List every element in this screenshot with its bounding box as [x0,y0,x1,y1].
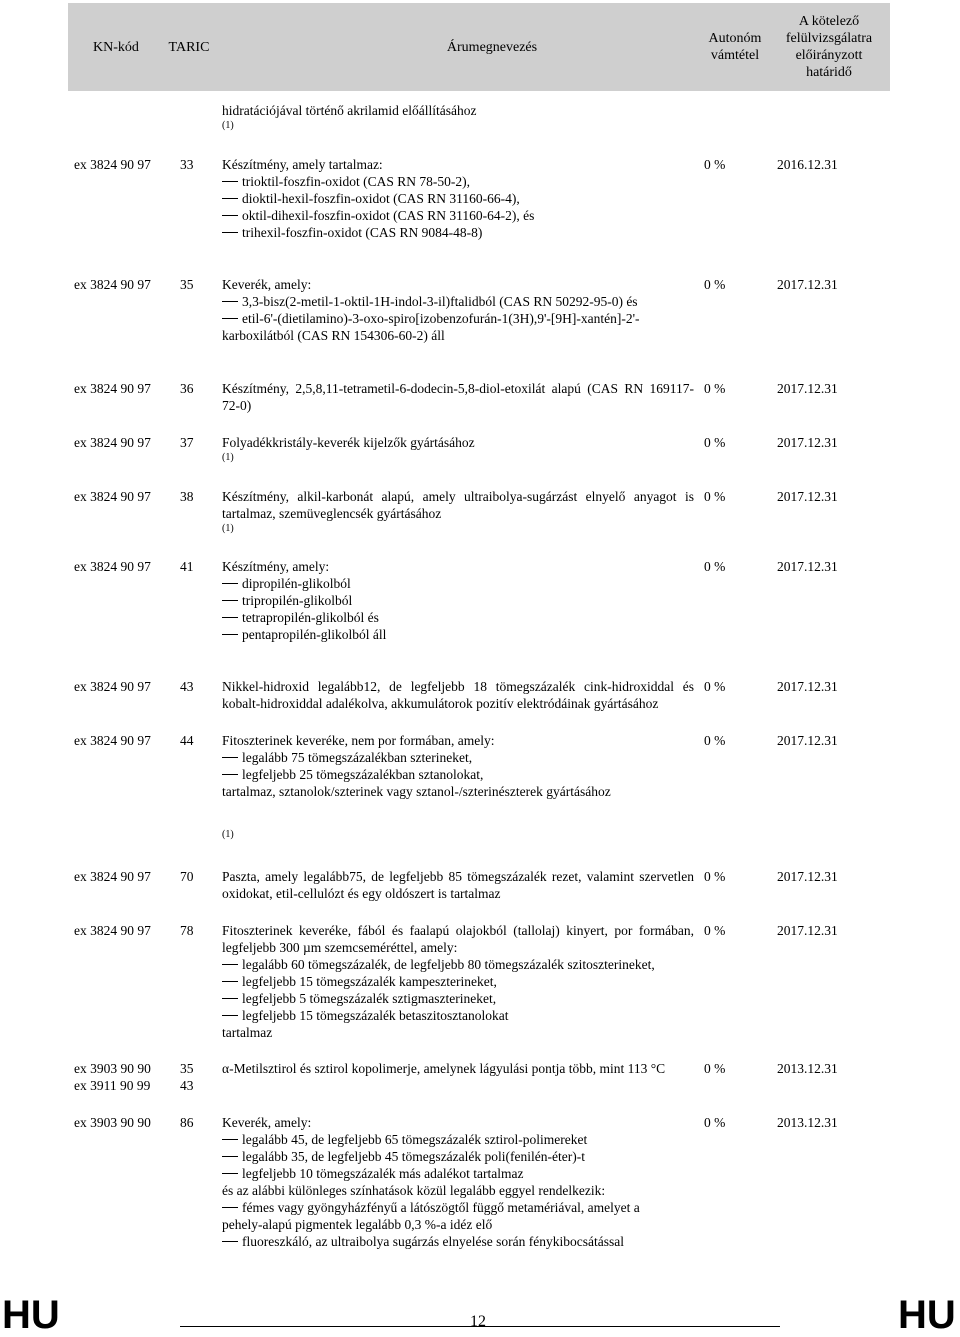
list-item: oktil-dihexil-foszfin-oxidot (CAS RN 31160-64-2), és [222,207,694,224]
list-item: trioktil-foszfin-oxidot (CAS RN 78-50-2), [222,173,694,190]
taric-code: 41 [180,559,194,574]
list-item: etil-6'-(dietilamino)-3-oxo-spiro[izobenzofurán-1(3H),9'-[9H]-xantén]-2'- [222,310,694,327]
list-item: legalább 35, de legfeljebb 45 tömegszázalék poli(fenilén-éter)-t [222,1148,694,1165]
list-item: tripropilén-glikolból [222,592,694,609]
kn-code: ex 3903 90 90 [74,1115,151,1130]
list-item: legalább 60 tömegszázalék, de legfeljebb 80 tömegszázalék szitoszterineket, [222,956,694,973]
kn-code: ex 3824 90 97 [74,489,151,504]
description [222,732,694,800]
description [222,276,694,344]
list-item: legfeljebb 10 tömegszázalék más adalékot tartalmaz [222,1165,694,1182]
taric-code: 44 [180,733,194,748]
description [222,488,694,536]
description-tail: pehely-alapú pigmentek legalább 0,3 %-a idéz elő [222,1217,493,1232]
kn-code: ex 3824 90 97 [74,277,151,292]
header-kn: KN-kód [93,39,139,55]
review-date: 2017.12.31 [777,489,838,504]
taric-code: 35 [180,277,194,292]
kn-code: ex 3824 90 97 [74,733,151,748]
list-item: legfeljebb 15 tömegszázalék betaszitosztanolokat [222,1007,694,1024]
taric-code: 37 [180,435,194,450]
taric-code: 36 [180,381,194,396]
footnote-ref: (1) [222,452,234,463]
duty-rate: 0 % [704,733,726,748]
review-date: 2017.12.31 [777,559,838,574]
description-intro: Készítmény, amely tartalmaz: [222,157,383,172]
duty-rate: 0 % [704,277,726,292]
description: Nikkel-hidroxid legalább12, de legfeljebb 18 tömegszázalék cink-hidroxiddal és kobalt-hidroxiddal adalékolva, akkumulátorok pozitív elektródáinak gyártásához [222,679,694,711]
description-intro: Keverék, amely: [222,277,312,292]
description-tail: karboxilátból (CAS RN 154306-60-2) áll [222,328,445,343]
header-review-date: A kötelező felülvizsgálatra előirányzott határidő [785,14,873,80]
list-item: pentapropilén-glikolból áll [222,626,694,643]
description [222,922,694,1041]
kn-code: ex 3824 90 97 [74,559,151,574]
list-item: fémes vagy gyöngyházfényű a látószögtől függő metamériával, amelyet a [222,1199,694,1216]
list-item: 3,3-bisz(2-metil-1-oktil-1H-indol-3-il)ftalidból (CAS RN 50292-95-0) és [222,293,694,310]
list-item: dipropilén-glikolból [222,575,694,592]
description-text: Folyadékkristály-keverék kijelzők gyártásához [222,435,475,450]
taric-code: 33 [180,157,194,172]
description [222,434,694,465]
kn-code: ex 3824 90 97 [74,157,151,172]
taric-code: 35 [180,1061,194,1076]
kn-code: ex 3824 90 97 [74,679,151,694]
description-intro: Keverék, amely: [222,1115,312,1130]
review-date: 2017.12.31 [777,435,838,450]
review-date: 2017.12.31 [777,923,838,938]
taric-code: 43 [180,679,194,694]
table-header [68,3,890,91]
review-date: 2013.12.31 [777,1115,838,1130]
taric-code: 70 [180,869,194,884]
footnote-ref: (1) [222,120,234,131]
description [222,1114,694,1250]
description: α-Metilsztirol és sztirol kopolimerje, amelynek lágyulási pontja több, mint 113 °C [222,1061,666,1076]
list-item: legfeljebb 25 tömegszázalékban sztanolokat, [222,766,694,783]
kn-code: ex 3911 90 99 [74,1078,151,1093]
list-item: legfeljebb 5 tömegszázalék sztigmaszterineket, [222,990,694,1007]
duty-rate: 0 % [704,679,726,694]
duty-rate: 0 % [704,381,726,396]
description-intro: Készítmény, amely: [222,559,330,574]
duty-rate: 0 % [704,869,726,884]
kn-code: ex 3824 90 97 [74,381,151,396]
description: Készítmény, 2,5,8,11-tetrametil-6-dodecin-5,8-diol-etoxilát alapú (CAS RN 169117-72-0) [222,381,694,413]
taric-code: 43 [180,1078,194,1093]
list-item: legalább 45, de legfeljebb 65 tömegszázalék sztirol-polimereket [222,1131,694,1148]
review-date: 2017.12.31 [777,869,838,884]
review-date: 2017.12.31 [777,733,838,748]
page-number: 12 [470,1313,486,1330]
header-description: Árumegnevezés [446,39,538,55]
duty-rate: 0 % [704,435,726,450]
list-item: tetrapropilén-glikolból és [222,609,694,626]
kn-code: ex 3824 90 97 [74,869,151,884]
review-date: 2017.12.31 [777,381,838,396]
header-taric: TARIC [168,39,210,55]
kn-code: ex 3824 90 97 [74,435,151,450]
review-date: 2016.12.31 [777,157,838,172]
description-text: Készítmény, alkil-karbonát alapú, amely ultraibolya-sugárzást elnyelő anyagot is tartalmaz, szemüveglencsék gyártásához [222,489,694,521]
duty-rate: 0 % [704,559,726,574]
description-tail: tartalmaz, sztanolok/szterinek vagy sztanol-/szterinészterek gyártásához [222,784,611,799]
list-item: fluoreszkáló, az ultraibolya sugárzás elnyelése során fénykibocsátással [222,1233,694,1250]
language-code-left: HU [2,1293,60,1337]
review-date: 2017.12.31 [777,679,838,694]
continuation-text: hidratációjával történő akrilamid előállításához [222,103,477,118]
taric-code: 78 [180,923,194,938]
language-code-right: HU [898,1293,956,1337]
list-item: dioktil-hexil-foszfin-oxidot (CAS RN 31160-66-4), [222,190,694,207]
duty-rate: 0 % [704,1115,726,1130]
kn-code: ex 3903 90 90 [74,1061,151,1076]
list-item: legfeljebb 15 tömegszázalék kampeszterineket, [222,973,694,990]
review-date: 2017.12.31 [777,277,838,292]
review-date: 2013.12.31 [777,1061,838,1076]
duty-rate: 0 % [704,489,726,504]
taric-code: 86 [180,1115,194,1130]
footnote-ref: (1) [222,829,234,840]
description [222,558,694,643]
list-item: trihexil-foszfin-oxidot (CAS RN 9084-48-8) [222,224,694,241]
footnote-ref: (1) [222,523,234,534]
kn-code: ex 3824 90 97 [74,923,151,938]
description [222,156,694,241]
taric-code: 38 [180,489,194,504]
duty-rate: 0 % [704,923,726,938]
duty-rate: 0 % [704,1061,726,1076]
description-tail: és az alábbi különleges színhatások közül legalább eggyel rendelkezik: [222,1183,606,1198]
description-intro: Fitoszterinek keveréke, nem por formában, amely: [222,733,495,748]
description-tail: tartalmaz [222,1025,273,1040]
header-rate: Autonóm vámtétel [708,31,762,63]
duty-rate: 0 % [704,157,726,172]
description: Paszta, amely legalább75, de legfeljebb 85 tömegszázalék rezet, valamint szervetlen oxidokat, etil-cellulózt és egy oldószert is tartalmaz [222,869,694,901]
list-item: legalább 75 tömegszázalékban szterineket, [222,749,694,766]
description-intro: Fitoszterinek keveréke, fából és faalapú olajokból (tallolaj) kinyert, por formában, legfeljebb 300 µm szemcseméréttel, amely: [222,923,694,955]
